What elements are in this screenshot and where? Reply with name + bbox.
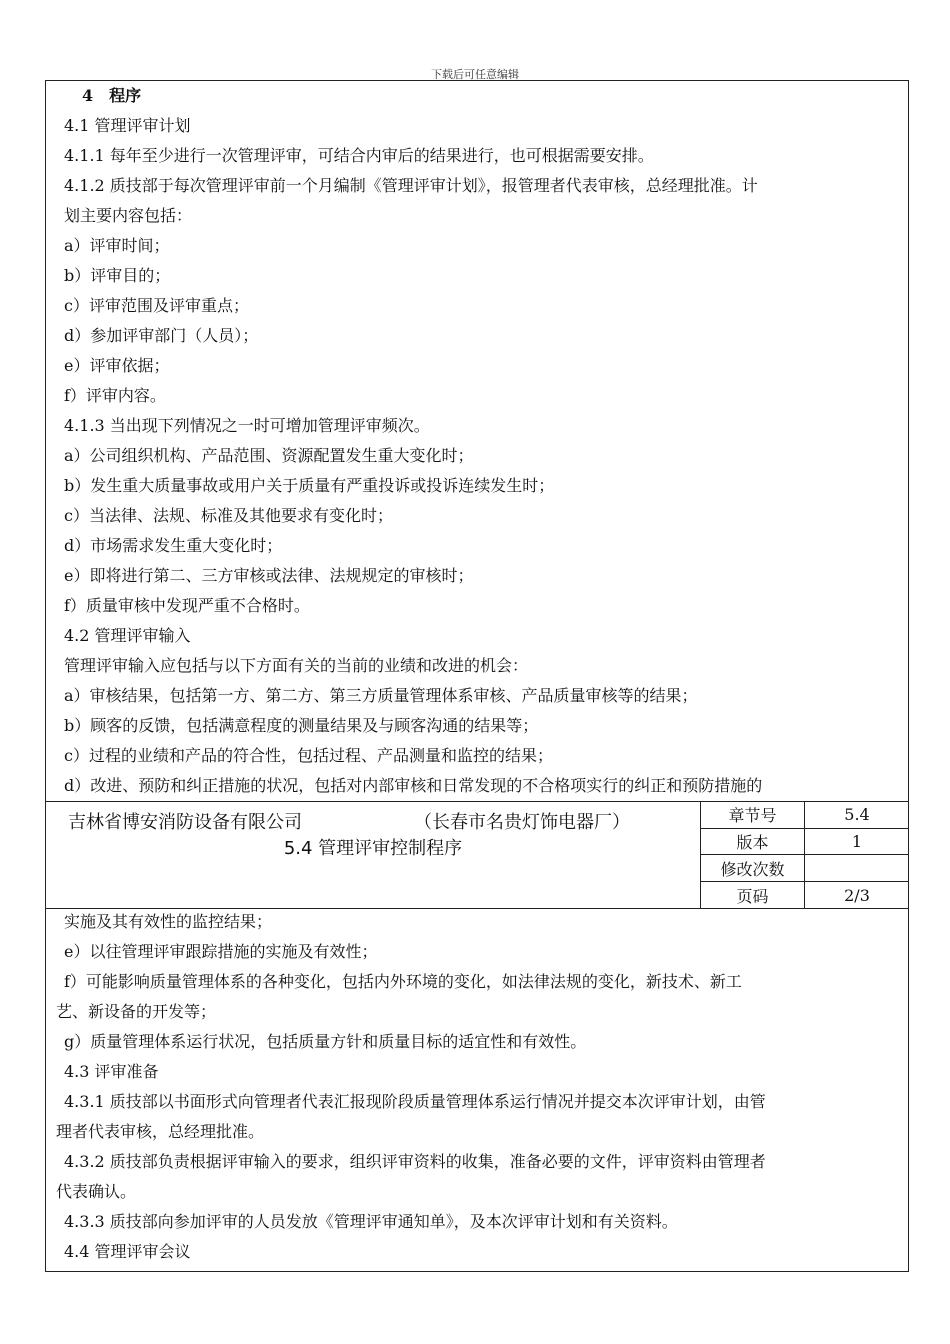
text-line: 4.3 评审准备 — [64, 1062, 159, 1081]
text-line: b）发生重大质量事故或用户关于质量有严重投诉或投诉连续发生时； — [64, 476, 555, 495]
meta-value: 1 — [805, 828, 910, 855]
company-name: 吉林省博安消防设备有限公司 — [68, 812, 302, 833]
text-line: 4.3.2 质技部负责根据评审输入的要求，组织评审资料的收集，准备必要的文件，评审资料由管理者 — [64, 1152, 766, 1171]
meta-value: 5.4 — [805, 802, 910, 828]
meta-row — [701, 828, 910, 855]
text-line: 4.4 管理评审会议 — [64, 1242, 191, 1261]
text-line: f）可能影响质量管理体系的各种变化，包括内外环境的变化，如法律法规的变化，新技术、新工 — [64, 972, 742, 991]
text-line: e）即将进行第二、三方审核或法律、法规规定的审核时； — [64, 566, 474, 585]
top-note: 下载后可任意编辑 — [431, 68, 519, 81]
text-line: 4.3.1 质技部以书面形式向管理者代表汇报现阶段质量管理体系运行情况并提交本次评审计划，由管 — [64, 1092, 766, 1111]
section-heading: 4 程序 — [82, 86, 142, 105]
text-line: e）以往管理评审跟踪措施的实施及有效性； — [64, 942, 378, 961]
content-box-2 — [45, 908, 909, 1272]
text-line: 4.1.1 每年至少进行一次管理评审，可结合内审后的结果进行，也可根据需要安排。 — [64, 146, 654, 165]
meta-row — [701, 882, 910, 908]
meta-value: 2/3 — [805, 882, 910, 908]
meta-row — [701, 855, 910, 882]
meta-label: 修改次数 — [701, 855, 805, 882]
text-line: 管理评审输入应包括与以下方面有关的当前的业绩和改进的机会： — [64, 656, 529, 675]
document-title: 5.4 管理评审控制程序 — [283, 838, 463, 859]
text-line: b）评审目的； — [64, 266, 171, 285]
text-line: a）公司组织机构、产品范围、资源配置发生重大变化时； — [64, 446, 474, 465]
text-line: f）评审内容。 — [64, 386, 166, 405]
text-line: 4.2 管理评审输入 — [64, 626, 191, 645]
text-line: 艺、新设备的开发等； — [56, 1002, 217, 1021]
text-line: c）当法律、法规、标准及其他要求有变化时； — [64, 506, 393, 525]
document-header — [45, 801, 909, 909]
text-line: a）审核结果，包括第一方、第二方、第三方质量管理体系审核、产品质量审核等的结果； — [64, 686, 698, 705]
text-line: f）质量审核中发现严重不合格时。 — [64, 596, 310, 615]
text-line: c）过程的业绩和产品的符合性，包括过程、产品测量和监控的结果； — [64, 746, 553, 765]
text-line: 理者代表审核，总经理批准。 — [56, 1122, 265, 1141]
text-line: 4.3.3 质技部向参加评审的人员发放《管理评审通知单》，及本次评审计划和有关资料。 — [64, 1212, 678, 1231]
meta-label: 章节号 — [701, 802, 805, 828]
text-line: b）顾客的反馈，包括满意程度的测量结果及与顾客沟通的结果等； — [64, 716, 539, 735]
text-line: g）质量管理体系运行状况，包括质量方针和质量目标的适宜性和有效性。 — [64, 1032, 587, 1051]
factory-name: （长春市名贵灯饰电器厂） — [414, 812, 630, 833]
text-line: d）参加评审部门（人员）； — [64, 326, 259, 345]
meta-table — [700, 802, 909, 908]
text-line: 4.1.3 当出现下列情况之一时可增加管理评审频次。 — [64, 416, 430, 435]
text-line: 4.1.2 质技部于每次管理评审前一个月编制《管理评审计划》，报管理者代表审核，总经理批准。计 — [64, 176, 758, 195]
meta-value — [805, 855, 910, 882]
text-line: 实施及其有效性的监控结果； — [64, 912, 273, 931]
text-line: 代表确认。 — [56, 1182, 137, 1201]
text-line: c）评审范围及评审重点； — [64, 296, 249, 315]
content-box-1 — [45, 80, 909, 802]
text-line: d）市场需求发生重大变化时； — [64, 536, 283, 555]
text-line: 划主要内容包括： — [64, 206, 193, 225]
text-line: a）评审时间； — [64, 236, 170, 255]
text-line: 4.1 管理评审计划 — [64, 116, 191, 135]
meta-row — [701, 802, 910, 828]
meta-label: 页码 — [701, 882, 805, 908]
text-line: e）评审依据； — [64, 356, 170, 375]
text-line: d）改进、预防和纠正措施的状况，包括对内部审核和日常发现的不合格项实行的纠正和预防措施的 — [64, 776, 763, 795]
meta-label: 版本 — [701, 828, 805, 855]
